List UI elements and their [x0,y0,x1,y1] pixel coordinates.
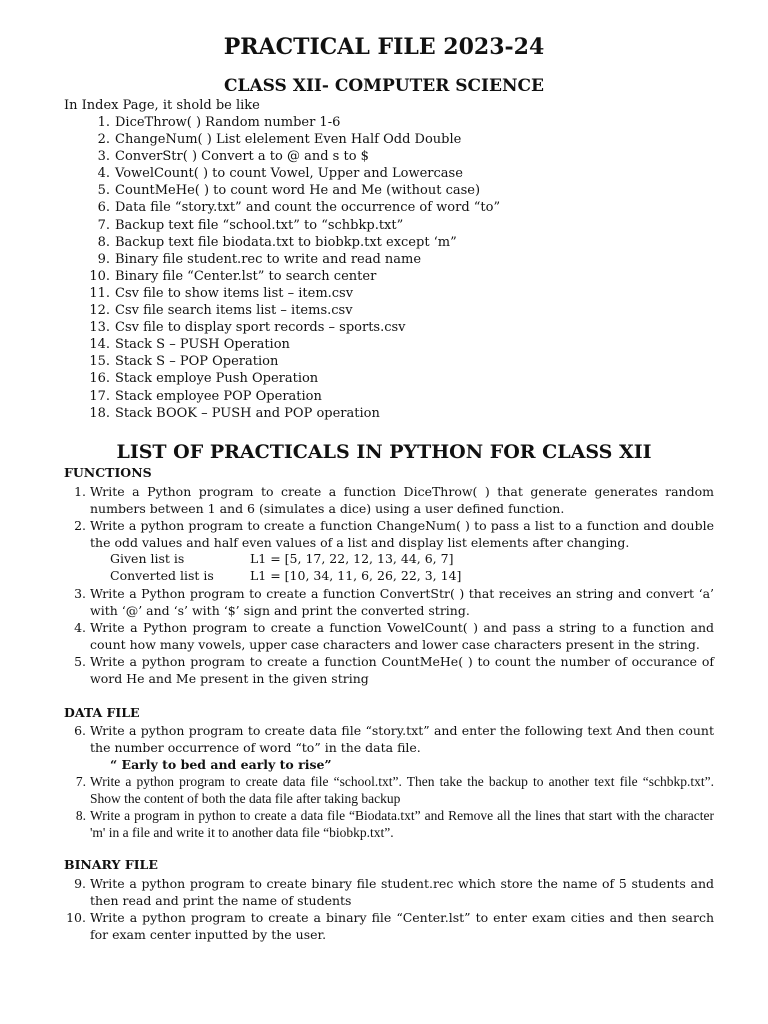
index-item-text: DiceThrow( ) Random number 1-6 [115,115,341,130]
practicals-list-title: LIST OF PRACTICALS IN PYTHON FOR CLASS XII [116,441,652,463]
index-item-number: 8. [97,234,110,250]
index-item-number: 2. [97,132,110,148]
question-number: 7. [75,774,86,789]
question-item [64,773,714,807]
question-text: Write a Python program to create a function ConvertStr( ) that receives an string and convert ‘a’ with ‘@’ and ‘s’ with ‘$’ sign and print the converted string. [90,586,714,618]
page-title: PRACTICAL FILE 2023-24 [223,34,545,60]
question-item [64,909,714,943]
index-item-number: 11. [89,285,110,301]
index-item-text: Stack S – PUSH Operation [115,337,290,353]
question-number: 10. [66,910,86,925]
index-item [64,165,500,182]
index-item [64,319,500,336]
given-list-line [110,551,453,566]
given-list-label: Given list is [110,551,185,566]
question-item [64,875,714,909]
index-item-number: 9. [97,251,110,267]
index-item-text: Stack BOOK – PUSH and POP operation [115,405,380,421]
index-item [64,336,500,353]
question-text: Write a python program to create a function CountMeHe( ) to count the number of occurance of word He and Me present in the given string [90,654,714,686]
index-item-text: Stack employee POP Operation [115,388,322,404]
converted-list-label: Converted list is [110,568,214,583]
index-intro: In Index Page, it shold be like [64,98,260,113]
index-item-number: 1. [97,115,110,130]
index-item [64,114,500,131]
question-number: 3. [74,586,86,601]
index-item [64,268,500,285]
index-list [64,114,500,422]
question-number: 5. [74,654,86,669]
index-item [64,370,500,387]
section-heading-binary-file: BINARY FILE [64,857,158,872]
question-number: 2. [74,518,86,533]
index-item [64,353,500,370]
index-item [64,234,500,251]
question-number: 6. [74,723,86,738]
index-item-text: Csv file to display sport records – sports.csv [115,320,406,336]
index-item [64,199,500,216]
index-item [64,251,500,268]
question-text: Write a python program to create a function ChangeNum( ) to pass a list to a function and double the odd values and half even values of a list and display list elements after changing. [90,518,714,550]
index-item-text: Stack S – POP Operation [115,354,279,370]
section-heading-functions: FUNCTIONS [64,465,152,480]
index-item-number: 4. [97,166,110,182]
section-heading-data-file: DATA FILE [64,705,140,720]
question-item [64,722,714,756]
index-item-text: Binary file “Center.lst” to search center [115,268,377,284]
question-item [64,807,714,841]
given-list-value: L1 = [5, 17, 22, 12, 13, 44, 6, 7] [250,551,454,566]
page-subtitle: CLASS XII- COMPUTER SCIENCE [223,76,544,96]
index-item-text: CountMeHe( ) to count word He and Me (without case) [115,183,481,199]
index-item [64,148,500,165]
index-item-number: 3. [97,149,110,165]
index-item [64,302,500,319]
question-number: 9. [74,876,86,891]
question-text: Write a python program to create data file “story.txt” and enter the following text And then count the number occurrence of word “to” in the data file. [90,723,714,755]
question-text: Write a python program to create a binary file “Center.lst” to enter exam cities and then search for exam center inputted by the user. [90,910,714,942]
index-item-text: Backup text file “school.txt” to “schbkp.txt” [115,217,404,233]
question-number: 4. [74,620,86,635]
index-item-number: 13. [89,320,110,336]
index-item-text: VowelCount( ) to count Vowel, Upper and Lowercase [115,166,463,182]
index-item-number: 17. [89,388,110,404]
question-item [64,585,714,619]
index-item-text: Stack employe Push Operation [115,371,319,387]
index-item-number: 18. [89,405,110,421]
index-item [64,131,500,148]
quote-text: “ Early to bed and early to rise” [110,757,332,772]
index-item-text: Backup text file biodata.txt to biobkp.txt except ‘m” [115,234,457,250]
index-item-number: 5. [97,183,110,199]
question-text: Write a python program to create binary file student.rec which store the name of 5 students and then read and print the name of students [90,876,714,908]
index-item-text: Binary file student.rec to write and read name [115,251,422,267]
question-number: 1. [74,484,86,499]
index-item-number: 15. [89,354,110,370]
index-item-text: Csv file to show items list – item.csv [115,285,354,301]
question-text: Write a program in python to create a data file “Biodata.txt” and Remove all the lines that start with the character 'm' in a file and write it to another data file “biobkp.txt”. [90,808,714,840]
question-item [64,483,714,517]
index-item [64,217,500,234]
index-item [64,388,500,405]
index-item-text: Data file “story.txt” and count the occurrence of word “to” [115,200,501,216]
index-item [64,405,500,422]
converted-list-value: L1 = [10, 34, 11, 6, 26, 22, 3, 14] [250,568,462,583]
index-item-number: 6. [97,200,110,216]
index-item-number: 10. [89,268,110,284]
question-item [64,653,714,687]
index-item-number: 12. [89,303,110,319]
index-item-text: ConverStr( ) Convert a to @ and s to $ [115,149,369,165]
index-item-number: 7. [97,217,110,233]
index-item-number: 16. [89,371,110,387]
index-item [64,182,500,199]
question-text: Write a Python program to create a function VowelCount( ) and pass a string to a function and count how many vowels, upper case characters and lower case characters present in the string. [90,620,714,652]
index-item [64,285,500,302]
question-text: Write a python program to create data file “school.txt”. Then take the backup to another text file “schbkp.txt”. Show the content of both the data file after taking backup [90,774,714,806]
question-item [64,517,714,551]
index-item-text: Csv file search items list – items.csv [115,303,353,319]
index-item-text: ChangeNum( ) List elelement Even Half Odd Double [115,132,462,148]
converted-list-line [110,568,461,583]
question-text: Write a Python program to create a function DiceThrow( ) that generate generates random numbers between 1 and 6 (simulates a dice) using a user defined function. [90,484,714,516]
question-item [64,619,714,653]
index-item-number: 14. [89,337,110,353]
question-number: 8. [75,808,86,823]
